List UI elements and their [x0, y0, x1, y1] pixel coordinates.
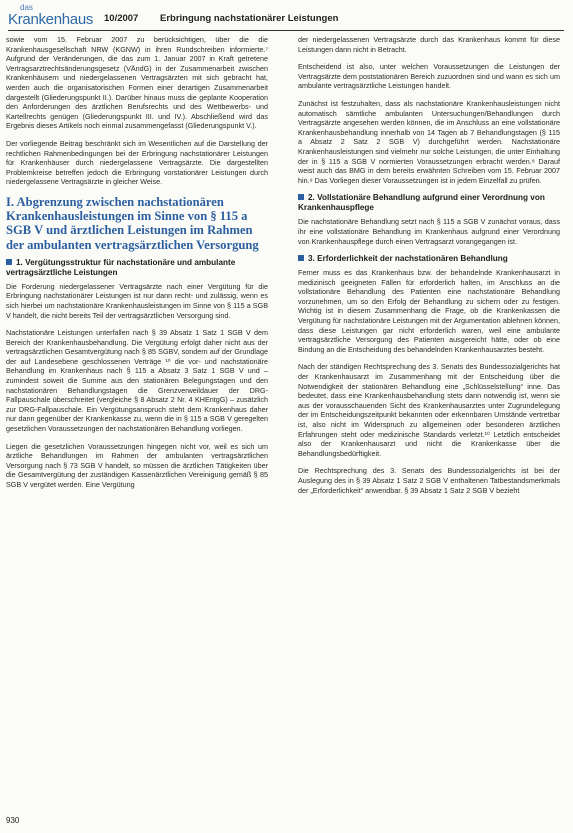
right-column: [298, 35, 560, 503]
right-paragraph-6: Nach der ständigen Rechtsprechung des 3. Senats des Bundessozialgerichts hat der Krankenhausarzt im Zusammenhang mit der Entscheidung über die Notwendigkeit der stationären Behandlung eine „Schlüsselstellung“ inne. Das bedeutet, dass eine Krankenhausbehandlung stets dann notwendig ist, wenn sie aus der vorausschauenden Sicht des Krankenhausarztes unter Zugrundelegung der im Entscheidungszeitpunkt bekannten oder erkennbaren Umstände vertretbar ist, also nicht im Widerspruch zu allgemeinen oder besonderen ärztlichen Erfahrungen steht oder medizinische Standards verletzt.¹⁰ Letztlich entscheidet also der Krankenhausarzt und nicht die Krankenkasse über die Behandlungsbedürftigkeit.: [298, 362, 560, 458]
left-paragraph-3: Die Forderung niedergelassener Vertragsärzte nach einer Vergütung für die Erbringung nachstationärer Leistungen ist nur dann recht- und zulässig, wenn es sich hierbei um nachstationäre Krankenhausleistungen im Sinne von § 115 a SGB V handelt, die nicht bereits Teil der vertragsärztlichen Versorgung sind.: [6, 281, 268, 320]
running-title: Erbringung nachstationärer Leistungen: [160, 13, 339, 24]
left-paragraph-4: Nachstationäre Leistungen unterfallen nach § 39 Absatz 1 Satz 1 SGB V dem Bereich der Krankenhausbehandlung. Die Vergütung erfolgt daher nicht aus der vertragsärztlichen Gesamtvergütung nach § 85 SGBV, sondern auf der Grundlage der auf Landesebene geschlossenen Verträge ¹⁰ die vor- und nachstationäre Behandlung im Krankenhaus nach § 115 a Absatz 3 Satz 1 SGB V und – zumindest soweit die Summe aus den stationären Belegungstagen und den nachstationären Behandlungstagen die Grenzverweildauer der DRG-Fallpauschale überschreitet (vergleiche § 8 Absatz 2 Nr. 4 KHEntgG) – zusätzlich zur DRG-Fallpauschale. Ein Vergütungsanspruch steht dem Krankenhaus daher nur dann gegenüber der Krankenkasse zu, wenn die in § 115 a SGB V geregelten gesetzlichen Voraussetzungen der nachstationären Behandlung vorliegen.: [6, 328, 268, 434]
right-paragraph-5: Ferner muss es das Krankenhaus bzw. der behandelnde Krankenhausarzt in medizinisch geeigneten Fällen für erforderlich halten, im Anschluss an die vollstationäre Behandlung des Patienten eine nachstationäre Behandlung vorzunehmen, um so den Erfolg der Behandlung zu sichern oder zu festigen. Wichtig ist in diesem Zusammenhang die Frage, ob die Krankenkassen die Vergütung für nachstationäre Leistungen mit der Argumentation ablehnen können, dass diese Leistungen gar nicht erforderlich waren, weil eine ambulante vertragsärztliche Versorgung des Patienten ausgereicht hätte, oder ob eine Bindung an die Entscheidung des behandelnden Krankenhausarztes besteht.: [298, 268, 560, 354]
subsection-heading-1-text: 1. Vergütungsstruktur für nachstationäre und ambulante vertragsärztliche Leistungen: [6, 257, 236, 277]
subsection-heading-2-text: 2. Vollstationäre Behandlung aufgrund einer Verordnung von Krankenhauspflege: [298, 193, 545, 213]
left-paragraph-2: Der vorliegende Beitrag beschränkt sich im Wesentlichen auf die Darstellung der rechtlichen Rahmenbedingungen bei der Erbringung nachstationärer Leistungen für Krankenhäuser durch niedergelassene Vertragsärzte. Die dargestellten Problemkreise betreffen jedoch die Erbringung vorstationärer Leistungen durch niedergelassene Vertragsärzte in gleicher Weise.: [6, 138, 268, 187]
subsection-heading-2: [298, 193, 560, 213]
right-paragraph-7: Die Rechtsprechung des 3. Senats des Bundessozialgerichts ist bei der Auslegung des in § 39 Absatz 1 Satz 2 SGB V enthaltenen Tatbestandsmerkmals der „Erforderlichkeit“ anwendbar. § 39 Absatz 1 Satz 2 SGB V bezieht: [298, 466, 560, 495]
section-heading-1: I. Abgrenzung zwischen nachstationären Krankenhausleistungen im Sinne von § 115 a SGB V und ärztlichen Leistungen im Rahmen der ambulanten vertragsärztlichen Versorgung: [6, 194, 259, 252]
issue-number: 10/2007: [104, 13, 139, 24]
subsection-heading-3: [298, 254, 560, 264]
logo-main-text: Krankenhaus: [8, 11, 94, 28]
page-header: [0, 0, 573, 34]
right-paragraph-2: Entscheidend ist also, unter welchen Voraussetzungen die Leistungen der Vertragsärzte dem poststationären Bereich zuzuordnen sind und wann es sich um ambulante vertragsärztliche Leistungen handelt.: [298, 62, 560, 91]
logo-small-text: das: [20, 3, 33, 12]
square-bullet-icon: [298, 194, 304, 200]
header-divider: [8, 30, 564, 31]
left-column: [6, 35, 268, 498]
page-number: 930: [6, 816, 20, 825]
subsection-heading-1: [6, 258, 268, 278]
square-bullet-icon: [6, 259, 12, 265]
square-bullet-icon: [298, 255, 304, 261]
left-paragraph-1: sowie vom 15. Februar 2007 zu berücksichtigen, über die die Krankenhausgesellschaft NRW (KGNW) in ihren Rundschreiben informierte.⁷ Aufgrund der Veränderungen, die das zum 1. Januar 2007 in Kraft getretene Vertragsarztrechtsänderungsgesetz (VÄndG) in der Zusammenarbeit zwischen Krankenhäusern und niedergelassenen Vertragsärzten mit sich gebracht hat, werden auch die organisatorischen Formen einer derartigen Zusammenarbeit dargestellt (Gliederungspunkt II.). Darüber hinaus muss die geplante Kooperation den Anforderungen des ärztlichen Berufsrechts und des Wettbewerbs- und Kartellrechts genügen (Gliederungspunkt III. und IV.). Abschließend wird das Ergebnis dieses Artikels noch einmal zusammengefasst (Gliederungspunkt V.).: [6, 35, 268, 131]
right-paragraph-3: Zunächst ist festzuhalten, dass als nachstationäre Krankenhausleistungen nicht automatisch sämtliche ambulanten Untersuchungen/Behandlungen durch Vertragsärzte angesehen werden können, die im Anschluss an eine vollstationäre Krankenhausbehandlung innerhalb von 14 Tagen ab 7 Behandlungstagen (§ 115 a Absatz 2 Satz 2 SGB V) durchgeführt werden. Nachstationäre Krankenhausleistungen sind vielmehr nur solche Leistungen, die unter Einhaltung der in § 115 a SGB V normierten Voraussetzungen erbracht werden.⁸ Darauf weist auch das BMG in dem bereits erwähnten Schreiben vom 15. Februar 2007 hin.⁹ Das Vorliegen dieser Voraussetzungen ist in jedem Einzelfall zu prüfen.: [298, 98, 560, 185]
subsection-heading-3-text: 3. Erforderlichkeit der nachstationären Behandlung: [308, 254, 508, 264]
left-paragraph-5: Liegen die gesetzlichen Voraussetzungen hingegen nicht vor, weil es sich um ärztliche Behandlungen im Rahmen der ambulanten vertragsärztlichen Versorgung nach § 73 SGB V handelt, so müssen die ärztlichen Tätigkeiten über die Gesamtvergütung der zuständigen Kassenärztlichen Vereinigung gemäß § 85 SGB V vergütet werden. Eine Vergütung: [6, 441, 268, 489]
right-paragraph-4: Die nachstationäre Behandlung setzt nach § 115 a SGB V zunächst voraus, dass ihr eine vollstationäre Behandlung im Krankenhaus aufgrund einer Verordnung von Krankenhauspflege durch einen Vertragsarzt vorangegangen ist.: [298, 217, 560, 246]
right-paragraph-1: der niedergelassenen Vertragsärzte durch das Krankenhaus kommt für diese Leistungen dann nicht in Betracht.: [298, 35, 560, 54]
